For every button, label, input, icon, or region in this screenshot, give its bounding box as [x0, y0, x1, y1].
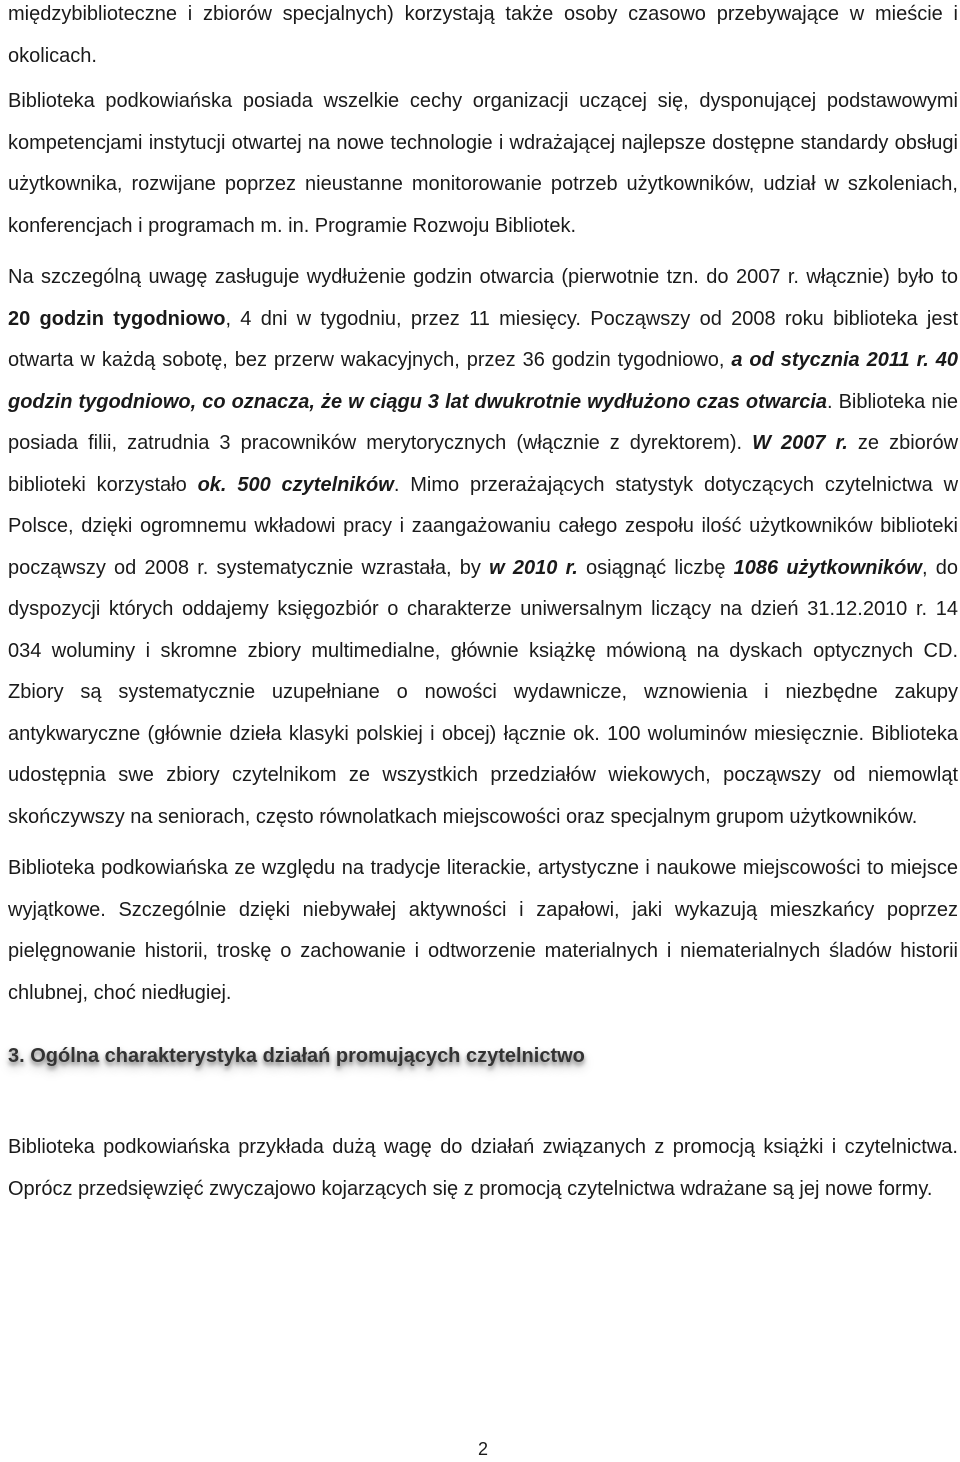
emphasis-readers-500: ok. 500 czytelników	[197, 473, 394, 496]
emphasis-hours-2007: 20 godzin tygodniowo	[8, 307, 226, 330]
text-run: . Biblioteka nie posiada filii, zatrudnia 3 pracowników merytorycznych (włącznie z dyrektorem).	[8, 390, 959, 454]
paragraph-intro-continuation: międzybiblioteczne i zbiorów specjalnych) korzystają także osoby czasowo przebywające w mieście i okolicach.	[8, 3, 958, 67]
text-run: osiągnąć liczbę	[577, 556, 734, 579]
document-page	[8, 0, 958, 1210]
section-heading: 3. Ogólna charakterystyka działań promujących czytelnictwo	[8, 1045, 585, 1067]
paragraph-traditions: Biblioteka podkowiańska ze względu na tradycje literackie, artystyczne i naukowe miejscowości to miejsce wyjątkowe. Szczególnie dzięki niebywałej aktywności i zapałowi, jaki wykazują mieszkańcy poprzez pielęgnowanie historii, troskę o zachowanie i odtworzenie materialnych i niematerialnych śladów historii chlubnej, choć niedługiej.	[8, 857, 958, 1004]
emphasis-year-2007: W 2007 r.	[752, 432, 848, 454]
emphasis-year-2010: w 2010 r.	[489, 556, 578, 579]
text-run: ze zbiorów biblioteki korzystało	[8, 432, 959, 496]
paragraph-promotion: Biblioteka podkowiańska przykłada dużą wagę do działań związanych z promocją książki i czytelnictwa. Oprócz przedsięwzięć zwyczajowo kojarzących się z promocją czytelnictwa wdrażane są jej nowe formy.	[8, 1136, 958, 1200]
paragraph-opening-hours	[8, 257, 958, 838]
text-run: . Mimo przerażających statystyk dotyczących czytelnictwa w Polsce, dzięki ogromnemu wkładowi pracy i zaangażowaniu całego zespołu ilość użytkowników biblioteki począwszy od 2008 r. systematycznie wzrastała, by	[8, 473, 959, 579]
paragraph-learning-organization: Biblioteka podkowiańska posiada wszelkie cechy organizacji uczącej się, dysponującej podstawowymi kompetencjami instytucji otwartej na nowe technologie i wdrażającej najlepsze dostępne standardy obsługi użytkownika, rozwijane poprzez nieustanne monitorowanie potrzeb użytkowników, udział w szkoleniach, konferencjach i programach m. in. Programie Rozwoju Bibliotek.	[8, 90, 958, 237]
emphasis-hours-2011: a od stycznia 2011 r. 40 godzin tygodniowo, co oznacza, że w ciągu 3 lat dwukrotnie wydłużono czas otwarcia	[8, 349, 958, 413]
text-run: Na szczególną uwagę zasługuje wydłużenie godzin otwarcia (pierwotnie tzn. do 2007 r. włącznie) było to	[8, 266, 958, 288]
text-run: , 4 dni w tygodniu, przez 11 miesięcy. Począwszy od 2008 roku biblioteka jest otwarta w każdą sobotę, bez przerw wakacyjnych, przez 36 godzin tygodniowo,	[8, 307, 958, 371]
page-number: 2	[477, 1439, 488, 1459]
emphasis-users-1086: 1086 użytkowników	[733, 556, 922, 579]
text-run: , do dyspozycji których oddajemy księgozbiór o charakterze uniwersalnym liczący na dzień 31.12.2010 r. 14 034 woluminy i skromne zbiory multimedialne, głównie książkę mówioną na dyskach optycznych CD. Zbiory są systematycznie uzupełniane o nowości wydawnicze, wznowienia i niezbędne zakupy antykwaryczne (głównie dzieła klasyki polskiej i obcej) łącznie ok. 100 woluminów miesięcznie. Biblioteka udostępnia swe zbiory czytelnikom ze wszystkich przedziałów wiekowych, począwszy od niemowląt skończywszy na seniorach, często równolatkach miejscowości oraz specjalnym grupom użytkowników.	[8, 556, 958, 828]
